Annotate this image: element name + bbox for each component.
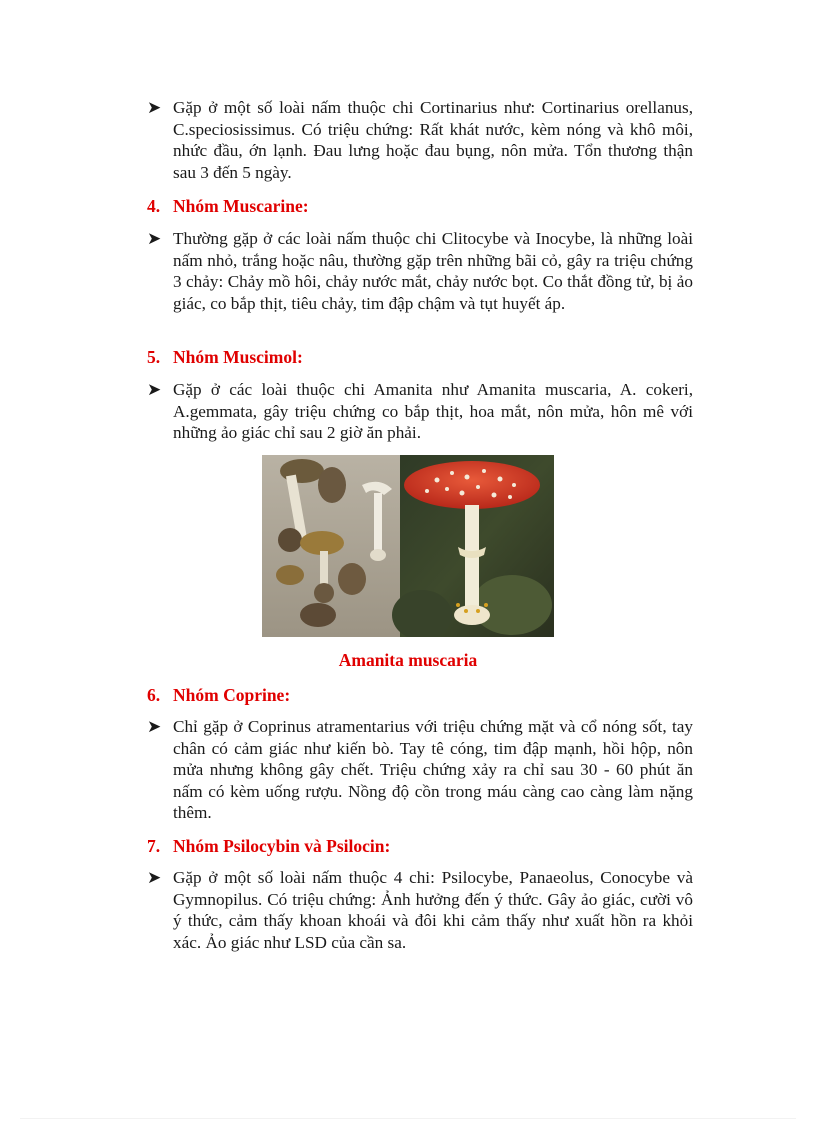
bullet-coprine	[147, 716, 693, 824]
heading-title: Nhóm Muscimol:	[173, 347, 303, 367]
heading-muscarine	[147, 195, 309, 217]
bullet-cortinarius	[147, 97, 693, 183]
heading-title: Nhóm Psilocybin và Psilocin:	[173, 836, 391, 856]
bullet-muscimol	[147, 379, 693, 444]
heading-coprine	[147, 684, 290, 706]
heading-number: 5.	[147, 347, 161, 367]
heading-number: 4.	[147, 196, 161, 216]
heading-number: 6.	[147, 685, 161, 705]
heading-title: Nhóm Coprine:	[173, 685, 291, 705]
heading-title: Nhóm Muscarine:	[173, 196, 309, 216]
bullet-text: Gặp ở một số loài nấm thuộc 4 chi: Psilocybe, Panaeolus, Conocybe và Gymnopilus. Có triệu chứng: Ảnh hưởng đến ý thức. Gây ảo giác, cười vô ý thức, cảm thấy khoan khoái và đôi khi cảm thấy như xuất hồn ra khỏi xác. Ảo giác như LSD của cần sa.	[173, 868, 693, 952]
arrowhead-bullet-icon: ➤	[147, 229, 162, 248]
bullet-text: Gặp ở các loài thuộc chi Amanita như Amanita muscaria, A. cokeri, A.gemmata, gây triệu chứng co bắp thịt, hoa mắt, nôn mửa, hôn mê với những ảo giác chỉ sau 2 giờ ăn phải.	[173, 380, 693, 443]
heading-muscimol	[147, 346, 303, 368]
arrowhead-bullet-icon: ➤	[147, 380, 162, 399]
arrowhead-bullet-icon: ➤	[147, 717, 162, 736]
bullet-text: Thường gặp ở các loài nấm thuộc chi Clitocybe và Inocybe, là những loài nấm nhỏ, trắng hoặc nâu, thường gặp trên những bãi cỏ, gây ra triệu chứng 3 chảy: Chảy mồ hôi, chảy nước mắt, chảy nước bọt. Co thắt đồng tử, bị ảo giác, co bắp thịt, tiêu chảy, tim đập chậm và tụt huyết áp.	[173, 229, 693, 313]
arrowhead-bullet-icon: ➤	[147, 98, 162, 117]
heading-number: 7.	[147, 836, 161, 856]
photo-caption: Amanita muscaria	[338, 650, 478, 670]
bullet-text: Gặp ở một số loài nấm thuộc chi Cortinarius như: Cortinarius orellanus, C.speciosissimus. Có triệu chứng: Rất khát nước, kèm nóng và khô môi, nhức đầu, ớn lạnh. Đau lưng hoặc đau bụng, nôn mửa. Tổn thương thận sau 3 đến 5 ngày.	[173, 98, 693, 182]
page-bottom-rule	[20, 1118, 796, 1119]
bullet-text: Chỉ gặp ở Coprinus atramentarius với triệu chứng mặt và cổ nóng sốt, tay chân có cảm giác như kiến bò. Tay tê cóng, tim đập mạnh, hồi hộp, nôn mửa nhưng không gây chết. Triệu chứng xảy ra chỉ sau 30 - 60 phút ăn nấm có kèm uống rượu. Nồng độ cồn trong máu càng cao càng làm nặng thêm.	[173, 717, 693, 823]
bullet-psilocybin	[147, 867, 693, 953]
amanita-muscaria-photo	[262, 455, 554, 637]
arrowhead-bullet-icon: ➤	[147, 868, 162, 887]
heading-psilocybin	[147, 835, 390, 857]
bullet-muscarine	[147, 228, 693, 314]
